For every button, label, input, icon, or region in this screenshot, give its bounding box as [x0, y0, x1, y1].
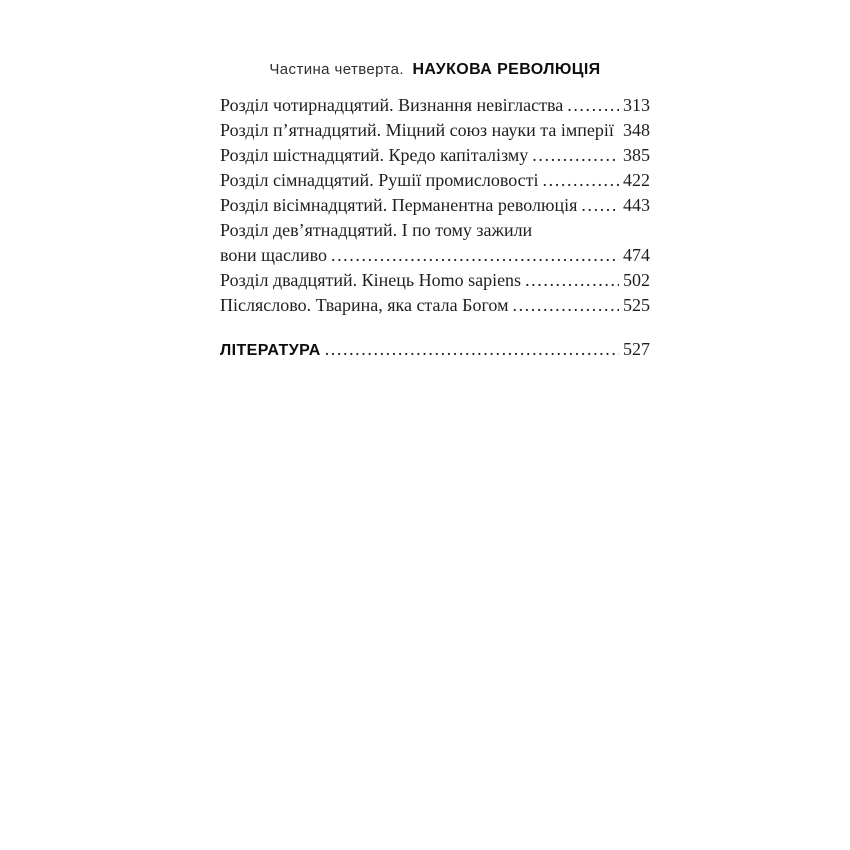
literature-page-number: 527 [623, 339, 650, 359]
literature-entry [220, 337, 650, 363]
toc-list [220, 93, 650, 318]
dot-leader [512, 293, 619, 318]
dot-leader [325, 337, 619, 362]
toc-entry-row [220, 268, 650, 293]
part-label: Частина четверта. [269, 61, 404, 78]
book-page [220, 60, 650, 363]
dot-leader [581, 193, 619, 218]
toc-page-number: 502 [623, 270, 650, 290]
literature-title: ЛІТЕРАТУРА [220, 342, 321, 359]
toc-page-number: 385 [623, 145, 650, 165]
toc-page-number: 474 [623, 245, 650, 265]
toc-page-number: 313 [623, 95, 650, 115]
dot-leader [331, 243, 619, 268]
dot-leader [525, 268, 619, 293]
toc-entry-title: Післяслово. Тварина, яка стала Богом [220, 295, 509, 315]
toc-entry-row [220, 293, 650, 318]
toc-entry-title: Розділ чотирнадцятий. Визнання невігластва [220, 95, 564, 115]
toc-entry-row [220, 93, 650, 118]
toc-entry-title: Розділ вісімнадцятий. Перманентна революція [220, 195, 578, 215]
dot-leader [543, 168, 619, 193]
toc-entry-title: Розділ п’ятнадцятий. Міцний союз науки та імперії [220, 120, 614, 140]
toc-entry-row [220, 193, 650, 218]
toc-entry-row [220, 118, 650, 143]
toc-entry-title: вони щасливо [220, 245, 327, 265]
part-title: НАУКОВА РЕВОЛЮЦІЯ [412, 61, 601, 78]
toc-entry-title: Розділ сімнадцятий. Рушії промисловості [220, 170, 539, 190]
toc-page-number: 422 [623, 170, 650, 190]
toc-entry-row [220, 143, 650, 168]
dot-leader [532, 143, 619, 168]
part-header [220, 60, 650, 80]
toc-page-number: 525 [623, 295, 650, 315]
dot-leader [567, 93, 619, 118]
toc-page-number: 443 [623, 195, 650, 215]
toc-entry-title: Розділ шістнадцятий. Кредо капіталізму [220, 145, 529, 165]
toc-entry-row [220, 218, 650, 243]
toc-entry-title: Розділ дев’ятнадцятий. І по тому зажили [220, 220, 533, 240]
toc-entry-row [220, 243, 650, 268]
toc-page-number: 348 [623, 120, 650, 140]
toc-entry-row [220, 168, 650, 193]
toc-entry-title: Розділ двадцятий. Кінець Homo sapiens [220, 270, 522, 290]
